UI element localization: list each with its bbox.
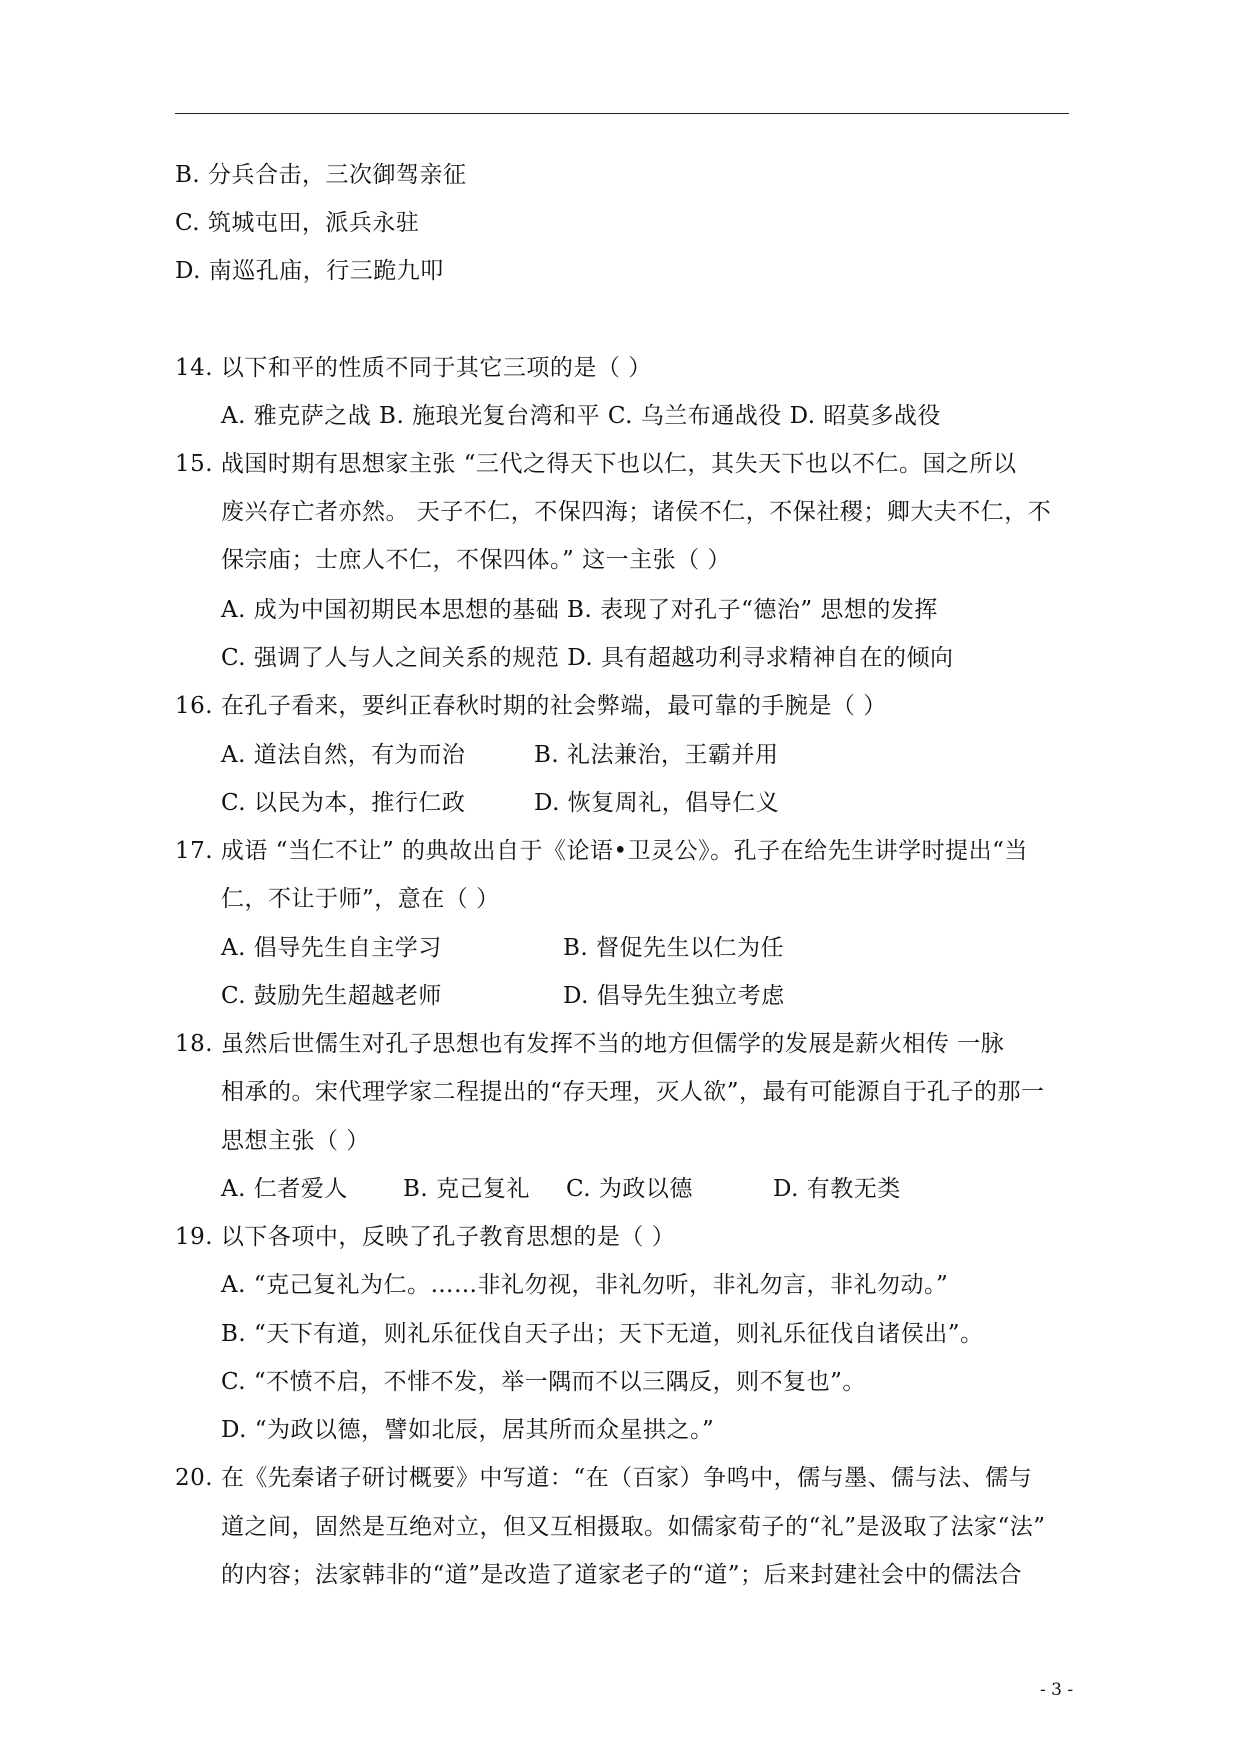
q17-stem-line: 仁，不让于师”，意在（ ） xyxy=(221,886,500,912)
q16-stem: 16. 在孔子看来，要纠正春秋时期的社会弊端，最可靠的手腕是（ ） xyxy=(175,693,887,719)
q16-option-d: D. 恢复周礼，倡导仁义 xyxy=(534,790,780,816)
q15-options: A. 成为中国初期民本思想的基础 B. 表现了对孔子“德治” 思想的发挥 xyxy=(221,597,938,623)
q16-option-c: C. 以民为本，推行仁政 xyxy=(221,790,466,816)
q18-stem-line: 思想主张（ ） xyxy=(221,1128,370,1154)
q17-option-a: A. 倡导先生自主学习 xyxy=(221,935,442,961)
q19-option-c: C. “不愤不启，不悱不发，举一隅而不以三隅反，则不复也”。 xyxy=(221,1369,866,1395)
q20-stem-line: 的内容；法家韩非的“道”是改造了道家老子的“道”；后来封建社会中的儒法合 xyxy=(221,1562,1023,1588)
header-rule xyxy=(175,113,1069,114)
prev-option-d: D. 南巡孔庙，行三跪九叩 xyxy=(175,258,444,284)
q18-stem-line: 相承的。宋代理学家二程提出的“存天理，灭人欲”，最有可能源自于孔子的那一 xyxy=(221,1079,1045,1105)
q14-options: A. 雅克萨之战 B. 施琅光复台湾和平 C. 乌兰布通战役 D. 昭莫多战役 xyxy=(221,403,941,429)
q18-option-a: A. 仁者爱人 xyxy=(221,1176,348,1202)
q18-option-d: D. 有教无类 xyxy=(773,1176,901,1202)
prev-option-b: B. 分兵合击，三次御驾亲征 xyxy=(175,162,467,188)
q15-stem-line: 保宗庙；士庶人不仁，不保四体。” 这一主张（ ） xyxy=(221,547,731,573)
q20-stem-line: 20. 在《先秦诸子研讨概要》中写道：“在（百家）争鸣中，儒与墨、儒与法、儒与 xyxy=(175,1465,1033,1491)
q17-stem-line: 17. 成语 “当仁不让” 的典故出自于《论语•卫灵公》。孔子在给先生讲学时提出“当 xyxy=(175,838,1028,864)
q18-option-c: C. 为政以德 xyxy=(566,1176,693,1202)
q17-option-b: B. 督促先生以仁为任 xyxy=(563,935,785,961)
q18-option-b: B. 克己复礼 xyxy=(403,1176,531,1202)
q18-stem-line: 18. 虽然后世儒生对孔子思想也有发挥不当的地方但儒学的发展是薪火相传 一脉 xyxy=(175,1031,1005,1057)
q14-stem: 14. 以下和平的性质不同于其它三项的是（ ） xyxy=(175,355,652,381)
q19-option-b: B. “天下有道，则礼乐征伐自天子出；天下无道，则礼乐征伐自诸侯出”。 xyxy=(221,1321,984,1347)
prev-option-c: C. 筑城屯田，派兵永驻 xyxy=(175,210,420,236)
q17-option-d: D. 倡导先生独立考虑 xyxy=(563,983,785,1009)
q16-option-a: A. 道法自然，有为而治 xyxy=(221,742,466,768)
q16-option-b: B. 礼法兼治，王霸并用 xyxy=(534,742,779,768)
q15-options: C. 强调了人与人之间关系的规范 D. 具有超越功利寻求精神自在的倾向 xyxy=(221,645,954,671)
q20-stem-line: 道之间，固然是互绝对立，但又互相摄取。如儒家荀子的“礼”是汲取了法家“法” xyxy=(221,1514,1046,1540)
q17-option-c: C. 鼓励先生超越老师 xyxy=(221,983,442,1009)
page-number: - 3 - xyxy=(1040,1680,1074,1700)
q19-option-a: A. “克己复礼为仁。……非礼勿视，非礼勿听，非礼勿言，非礼勿动。” xyxy=(221,1272,949,1298)
q15-stem-line: 15. 战国时期有思想家主张 “三代之得天下也以仁，其失天下也以不仁。国之所以 xyxy=(175,451,1017,477)
q19-stem: 19. 以下各项中，反映了孔子教育思想的是（ ） xyxy=(175,1224,676,1250)
q15-stem-line: 废兴存亡者亦然。 天子不仁，不保四海；诸侯不仁，不保社稷；卿大夫不仁，不 xyxy=(221,499,1052,525)
q19-option-d: D. “为政以德，譬如北辰，居其所而众星拱之。” xyxy=(221,1417,715,1443)
